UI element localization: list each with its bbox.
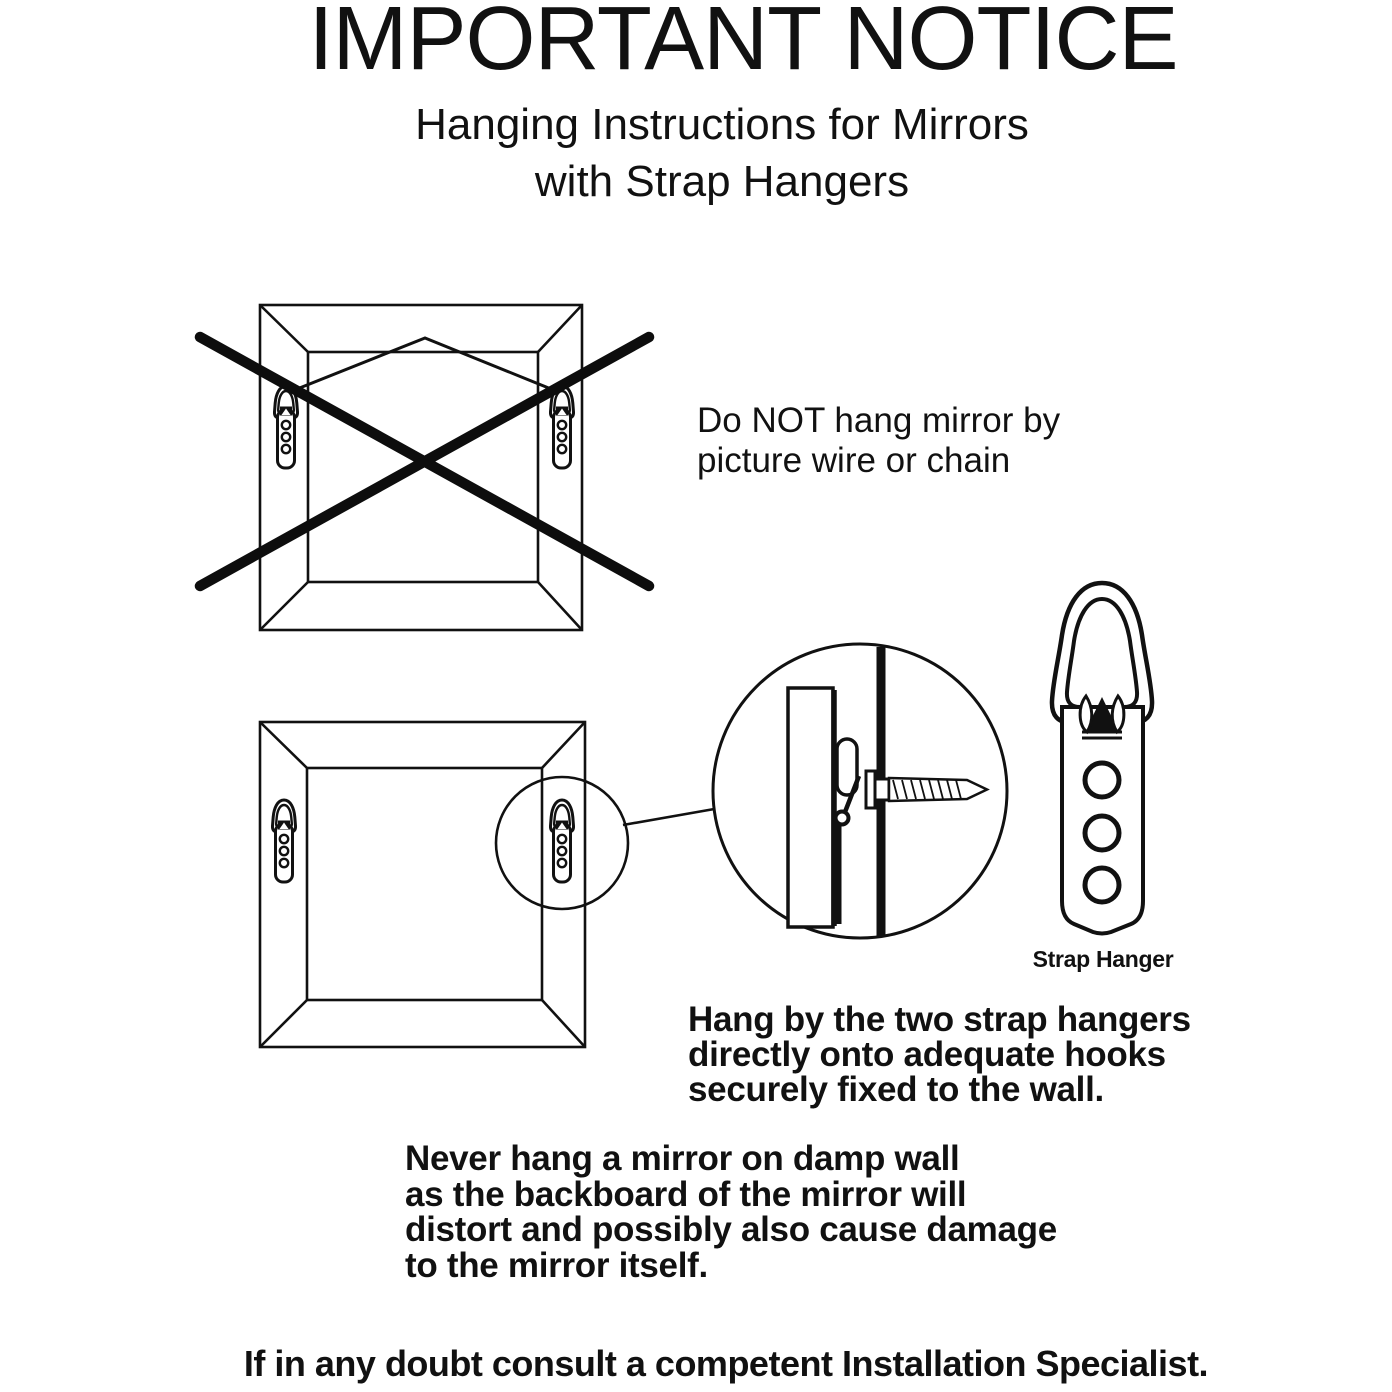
strap-hanger-left bbox=[272, 800, 295, 882]
never-hang-line: distort and possibly also cause damage bbox=[405, 1210, 1057, 1249]
do-not-line: picture wire or chain bbox=[697, 441, 1011, 480]
frame-cross-section bbox=[788, 688, 833, 927]
footer-advice-text: If in any doubt consult a competent Installation Specialist. bbox=[243, 1343, 1209, 1384]
strap-hanger-right bbox=[550, 386, 573, 468]
strap-hanger-enlarged-icon bbox=[1052, 583, 1152, 934]
hang-by-line: Hang by the two strap hangers bbox=[688, 1000, 1191, 1039]
page-subtitle bbox=[222, 96, 1222, 210]
do-not-text bbox=[697, 401, 1060, 481]
subtitle-line: Hanging Instructions for Mirrors bbox=[415, 100, 1029, 149]
correct-hanging-diagram bbox=[230, 575, 1230, 1065]
page-title: IMPORTANT NOTICE bbox=[308, 0, 1178, 89]
strap-hanger-left bbox=[274, 386, 297, 468]
strap-hanger-right bbox=[550, 800, 573, 882]
magnifier-connector-line bbox=[623, 808, 720, 825]
never-hang-line: as the backboard of the mirror will bbox=[405, 1174, 967, 1214]
do-not-line: Do NOT hang mirror by bbox=[697, 401, 1061, 440]
subtitle-line: with Strap Hangers bbox=[534, 157, 910, 206]
correct-hanging-svg bbox=[230, 575, 1230, 1065]
never-hang-text bbox=[405, 1141, 1057, 1283]
hang-by-line: directly onto adequate hooks bbox=[688, 1035, 1166, 1074]
never-hang-line: to the mirror itself. bbox=[405, 1245, 708, 1285]
mirror-frame-back bbox=[260, 722, 585, 1047]
strap-hanger-label: Strap Hanger bbox=[1032, 946, 1174, 972]
hang-by-line: securely fixed to the wall. bbox=[688, 1070, 1104, 1109]
picture-wire bbox=[287, 338, 561, 393]
hook-detail-circle bbox=[713, 644, 1007, 938]
never-hang-line: Never hang a mirror on damp wall bbox=[405, 1139, 960, 1178]
